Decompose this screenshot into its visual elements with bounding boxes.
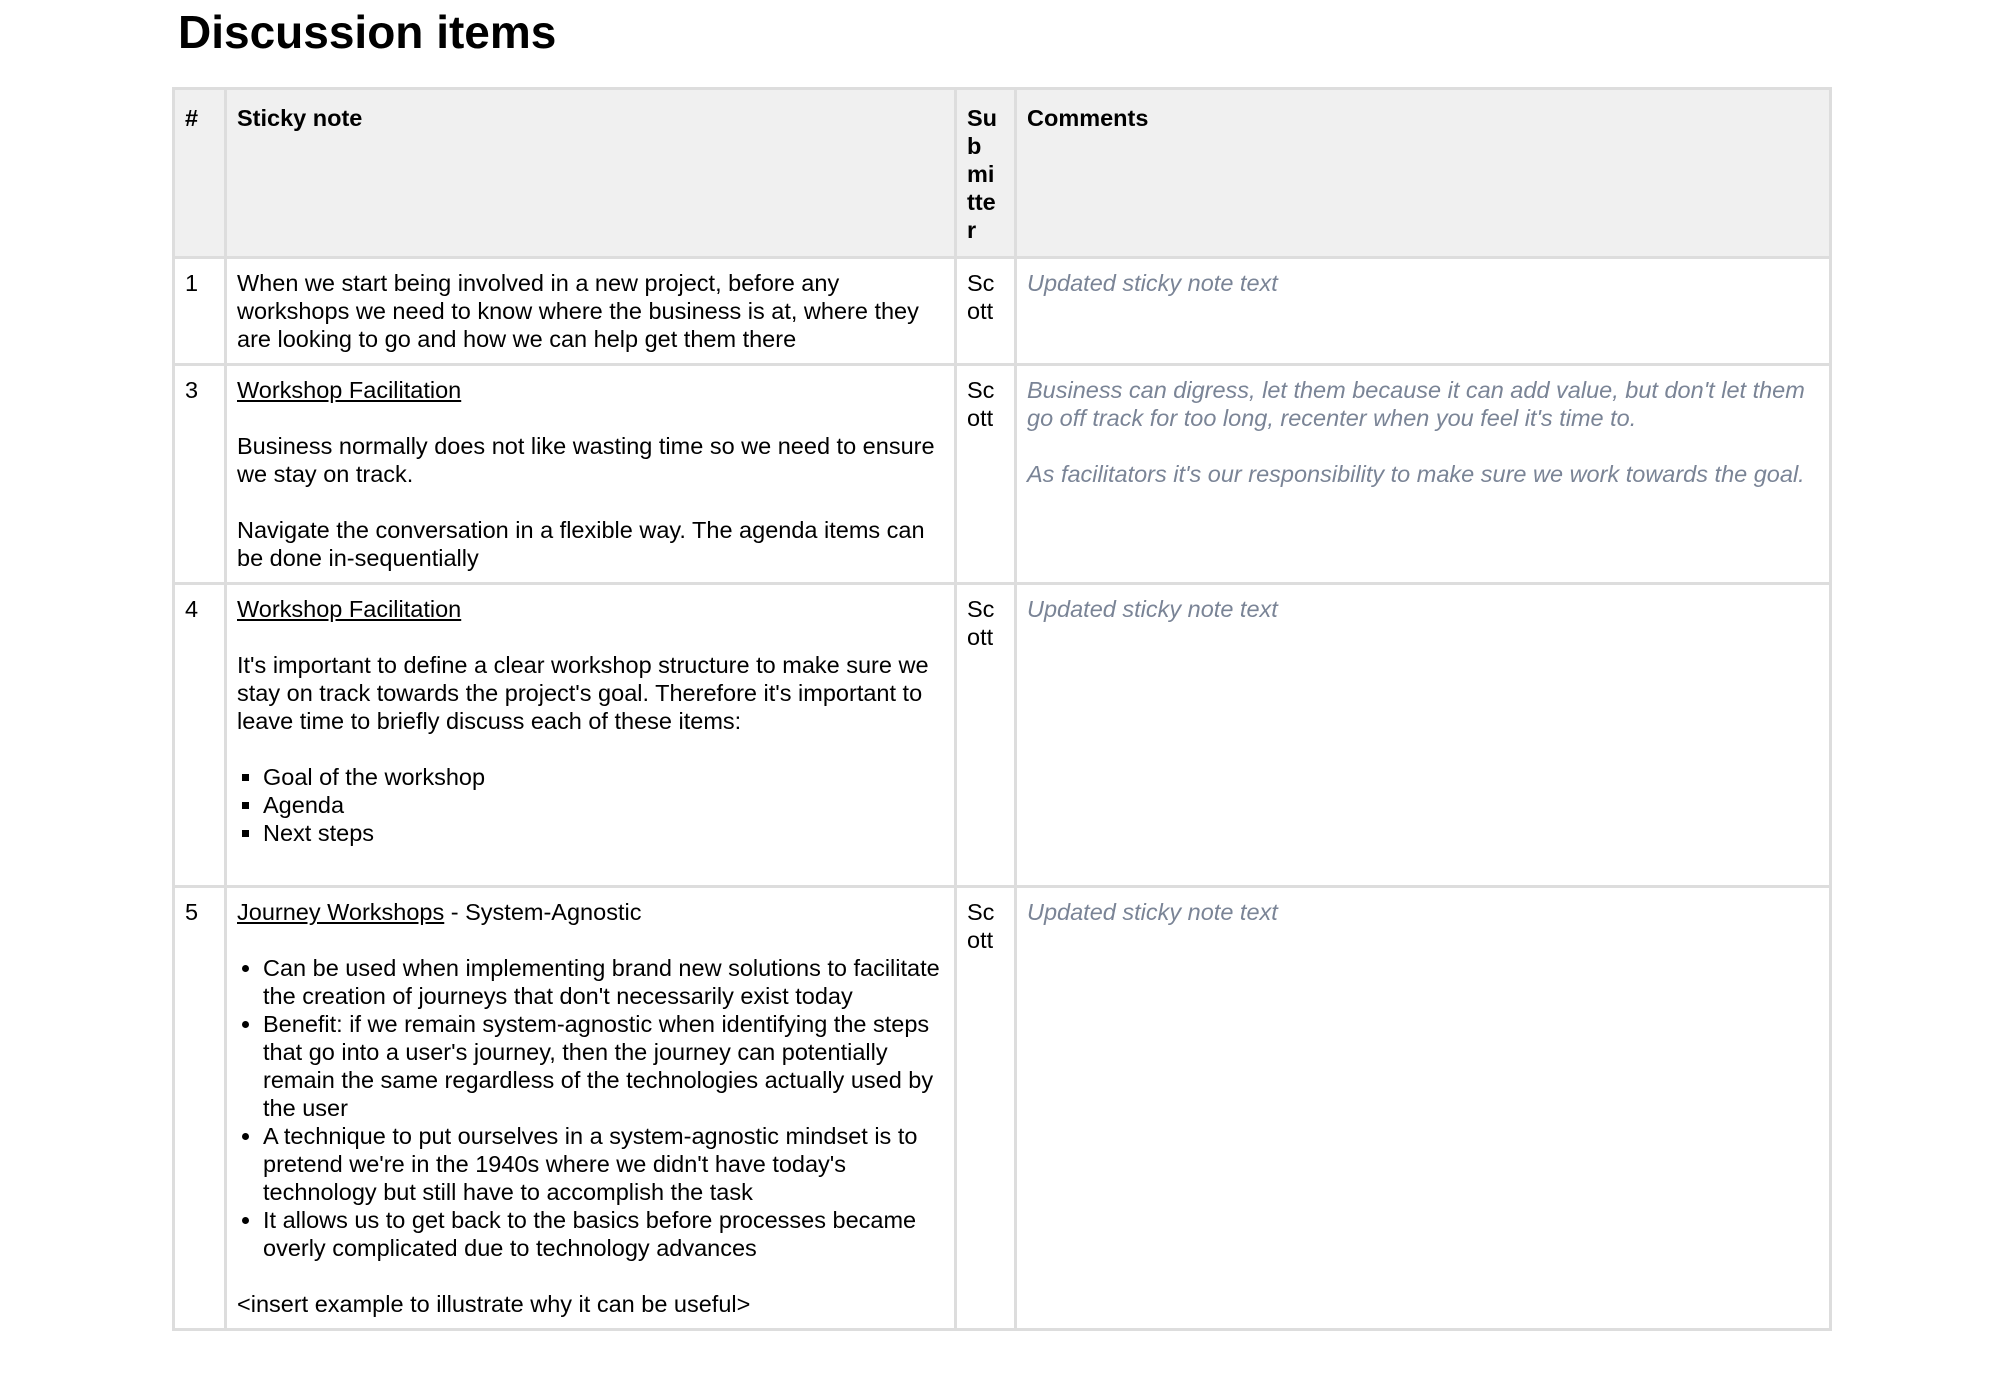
comments-cell <box>1016 584 1831 887</box>
comment-text: Updated sticky note text <box>1027 899 1278 925</box>
submitter-cell: Scott <box>956 258 1016 365</box>
table-row <box>174 365 1831 584</box>
table-row <box>174 258 1831 365</box>
header-comments: Comments <box>1016 89 1831 258</box>
table-row <box>174 584 1831 887</box>
table-row <box>174 887 1831 1330</box>
list-item: • A technique to put ourselves in a system-agnostic mindset is to pretend we're in the 1940s where we didn't have today's technology but still have to accomplish the task <box>263 1122 942 1206</box>
page-title: Discussion items <box>178 6 557 58</box>
note-link[interactable]: Workshop Facilitation <box>237 596 462 622</box>
header-number: # <box>174 89 226 258</box>
comment-text: Updated sticky note text <box>1027 270 1278 296</box>
header-submitter: Submitter <box>956 89 1016 258</box>
list-item: ▪ Goal of the workshop <box>263 763 942 791</box>
sticky-note-cell <box>226 584 956 887</box>
comment-text: Business can digress, let them because it can add value, but don't let them go off track for too long, recenter when you feel it's time to. <box>1027 377 1805 431</box>
row-number: 5 <box>174 887 226 1330</box>
note-link[interactable]: Journey Workshops <box>237 899 445 925</box>
table-header-row <box>174 89 1831 258</box>
sticky-note-cell <box>226 887 956 1330</box>
list-item: • It allows us to get back to the basics before processes became overly complicated due to technology advances <box>263 1206 942 1262</box>
submitter-cell: Scott <box>956 584 1016 887</box>
list-item: • Can be used when implementing brand new solutions to facilitate the creation of journeys that don't necessarily exist today <box>263 954 942 1010</box>
row-number: 1 <box>174 258 226 365</box>
bullet-list <box>237 763 942 847</box>
note-paragraph: Navigate the conversation in a flexible way. The agenda items can be done in-sequentially <box>237 517 925 571</box>
list-item: ▪ Next steps <box>263 819 942 847</box>
row-number: 4 <box>174 584 226 887</box>
note-paragraph: It's important to define a clear workshop structure to make sure we stay on track towards the project's goal. Therefore it's important to leave time to briefly discuss each of these items: <box>237 652 929 734</box>
comments-cell <box>1016 365 1831 584</box>
note-link[interactable]: Workshop Facilitation <box>237 377 462 403</box>
comments-cell <box>1016 258 1831 365</box>
note-link-suffix: - System-Agnostic <box>444 899 642 925</box>
bullet-list <box>237 954 942 1262</box>
comment-text: As facilitators it's our responsibility to make sure we work towards the goal. <box>1027 461 1805 487</box>
list-item: ▪ Agenda <box>263 791 942 819</box>
submitter-cell: Scott <box>956 887 1016 1330</box>
note-paragraph: Business normally does not like wasting time so we need to ensure we stay on track. <box>237 433 935 487</box>
row-number: 3 <box>174 365 226 584</box>
sticky-note-cell <box>226 365 956 584</box>
comment-text: Updated sticky note text <box>1027 596 1278 622</box>
discussion-items-table <box>172 87 1832 1331</box>
sticky-note-cell <box>226 258 956 365</box>
note-closing: <insert example to illustrate why it can be useful> <box>237 1291 751 1317</box>
submitter-cell: Scott <box>956 365 1016 584</box>
header-sticky-note: Sticky note <box>226 89 956 258</box>
note-text: When we start being involved in a new project, before any workshops we need to know where the business is at, where they are looking to go and how we can help get them there <box>237 270 919 352</box>
list-item: • Benefit: if we remain system-agnostic when identifying the steps that go into a user's journey, then the journey can potentially remain the same regardless of the technologies actually used by the user <box>263 1010 942 1122</box>
comments-cell <box>1016 887 1831 1330</box>
